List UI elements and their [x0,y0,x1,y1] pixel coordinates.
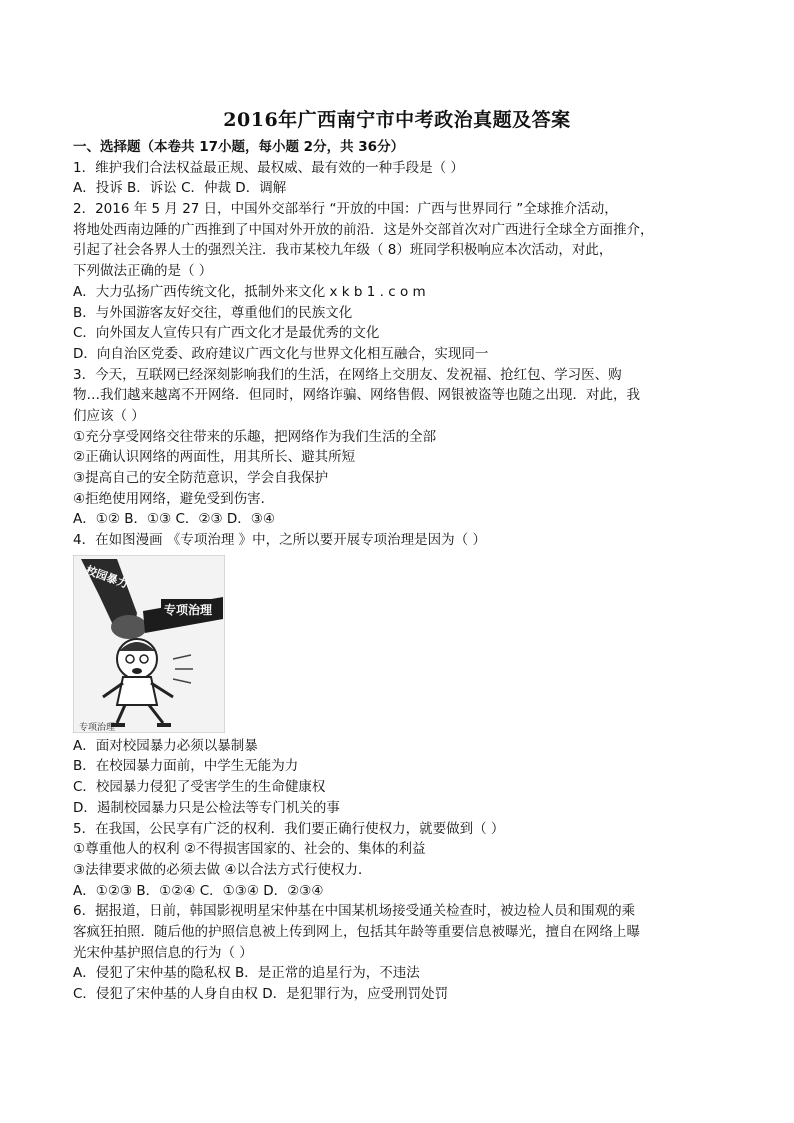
q2-option-b: B．与外国游客友好交往，尊重他们的民族文化 [73,304,353,321]
q6-stem-line-2: 客疯狂拍照．随后他的护照信息被上传到网上，包括其年龄等重要信息被曝光，擅自在网络上曝 [73,923,640,940]
q3-stem-line-1: 3．今天，互联网已经深刻影响我们的生活，在网络上交朋友、发祝福、抢红包、学习医、购 [73,366,622,383]
document-title: 2016年广西南宁市中考政治真题及答案 [223,109,571,131]
q3-statement-2: ②正确认识网络的两面性，用其所长、避其所短 [73,449,356,466]
q3-statement-3: ③提高自己的安全防范意识，学会自我保护 [73,470,329,486]
q3-stem-line-3: 们应该（ ） [73,407,145,424]
arm-label: 校园暴力 [83,563,130,591]
q3-statement-1: ①充分享受网络交往带来的乐趣，把网络作为我们生活的全部 [73,428,437,445]
svg-text:专项治理 [164,602,213,617]
q3-statement-4: ④拒绝使用网络，避免受到伤害． [73,490,275,507]
q5-options: A．①②③ B．①②④ C．①③④ D．②③④ [73,882,324,899]
section-heading: 一、选择题（本卷共 17小题，每小题 2分，共 36分） [73,139,405,155]
q3-stem-line-2: 物…我们越来越离不开网络．但同时，网络诈骗、网络售假、网银被盗等也随之出现．对此，我 [73,387,640,404]
q2-option-a: A．大力弘扬广西传统文化，抵制外来文化 x k b 1 . c o m [73,283,426,300]
cartoon-caption: 专项治理 [79,722,116,733]
svg-text:专项治理 [79,721,115,733]
q4-option-b: B．在校园暴力面前，中学生无能为力 [73,758,299,775]
q5-stem: 5．在我国，公民享有广泛的权利．我们要正确行使权力，就要做到（ ） [73,820,505,837]
cartoon-image [73,555,225,733]
q3-options: A．①② B．①③ C．②③ D．③④ [73,511,276,528]
q4-stem: 4．在如图漫画 《专项治理 》中，之所以要开展专项治理是因为（ ） [73,532,486,549]
question-list [73,137,733,1005]
q6-stem-line-3: 光宋仲基护照信息的行为（ ） [73,944,253,961]
q6-options-row-2: C．侵犯了宋仲基的人身自由权 D．是犯罪行为，应受刑罚处罚 [73,986,449,1002]
q4-option-a: A．面对校园暴力必须以暴制暴 [73,737,258,754]
q4-option-d: D．遏制校园暴力只是公检法等专门机关的事 [73,799,340,816]
cuff-label: 专项治理 [164,602,213,617]
q5-statements-row-1: ①尊重他人的权利 ②不得损害国家的、社会的、集体的利益 [73,841,426,858]
q2-stem-line-2: 将地处西南边陲的广西推到了中国对外开放的前沿．这是外交部首次对广西进行全球全方面推介， [73,221,654,238]
q5-statements-row-2: ③法律要求做的必须去做 ④以合法方式行使权力． [73,861,372,878]
q2-option-c: C．向外国友人宣传只有广西文化才是最优秀的文化 [73,325,380,342]
q6-options-row-1: A．侵犯了宋仲基的隐私权 B．是正常的追星行为，不违法 [73,965,420,982]
q2-stem-line-3: 引起了社会各界人士的强烈关注．我市某校九年级（ 8）班同学积极响应本次活动，对此， [73,242,613,259]
q2-stem-line-1: 2．2016 年 5 月 27 日，中国外交部举行 “开放的中国：广西与世界同行 ”全球推介活动， [73,201,618,218]
q4-option-c: C．校园暴力侵犯了受害学生的生命健康权 [73,779,326,796]
q2-option-d: D．向自治区党委、政府建议广西文化与世界文化相互融合，实现同一 [73,345,489,362]
q1-stem: 1．维护我们合法权益最正规、最权威、最有效的一种手段是（ ） [73,159,464,176]
q2-stem-line-4: 下列做法正确的是（ ） [73,263,213,280]
q1-options: A．投诉 B．诉讼 C．仲裁 D．调解 [73,180,287,197]
q6-stem-line-1: 6．据报道，日前，韩国影视明星宋仲基在中国某机场接受通关检查时，被边检人员和围观的乘 [73,903,636,920]
